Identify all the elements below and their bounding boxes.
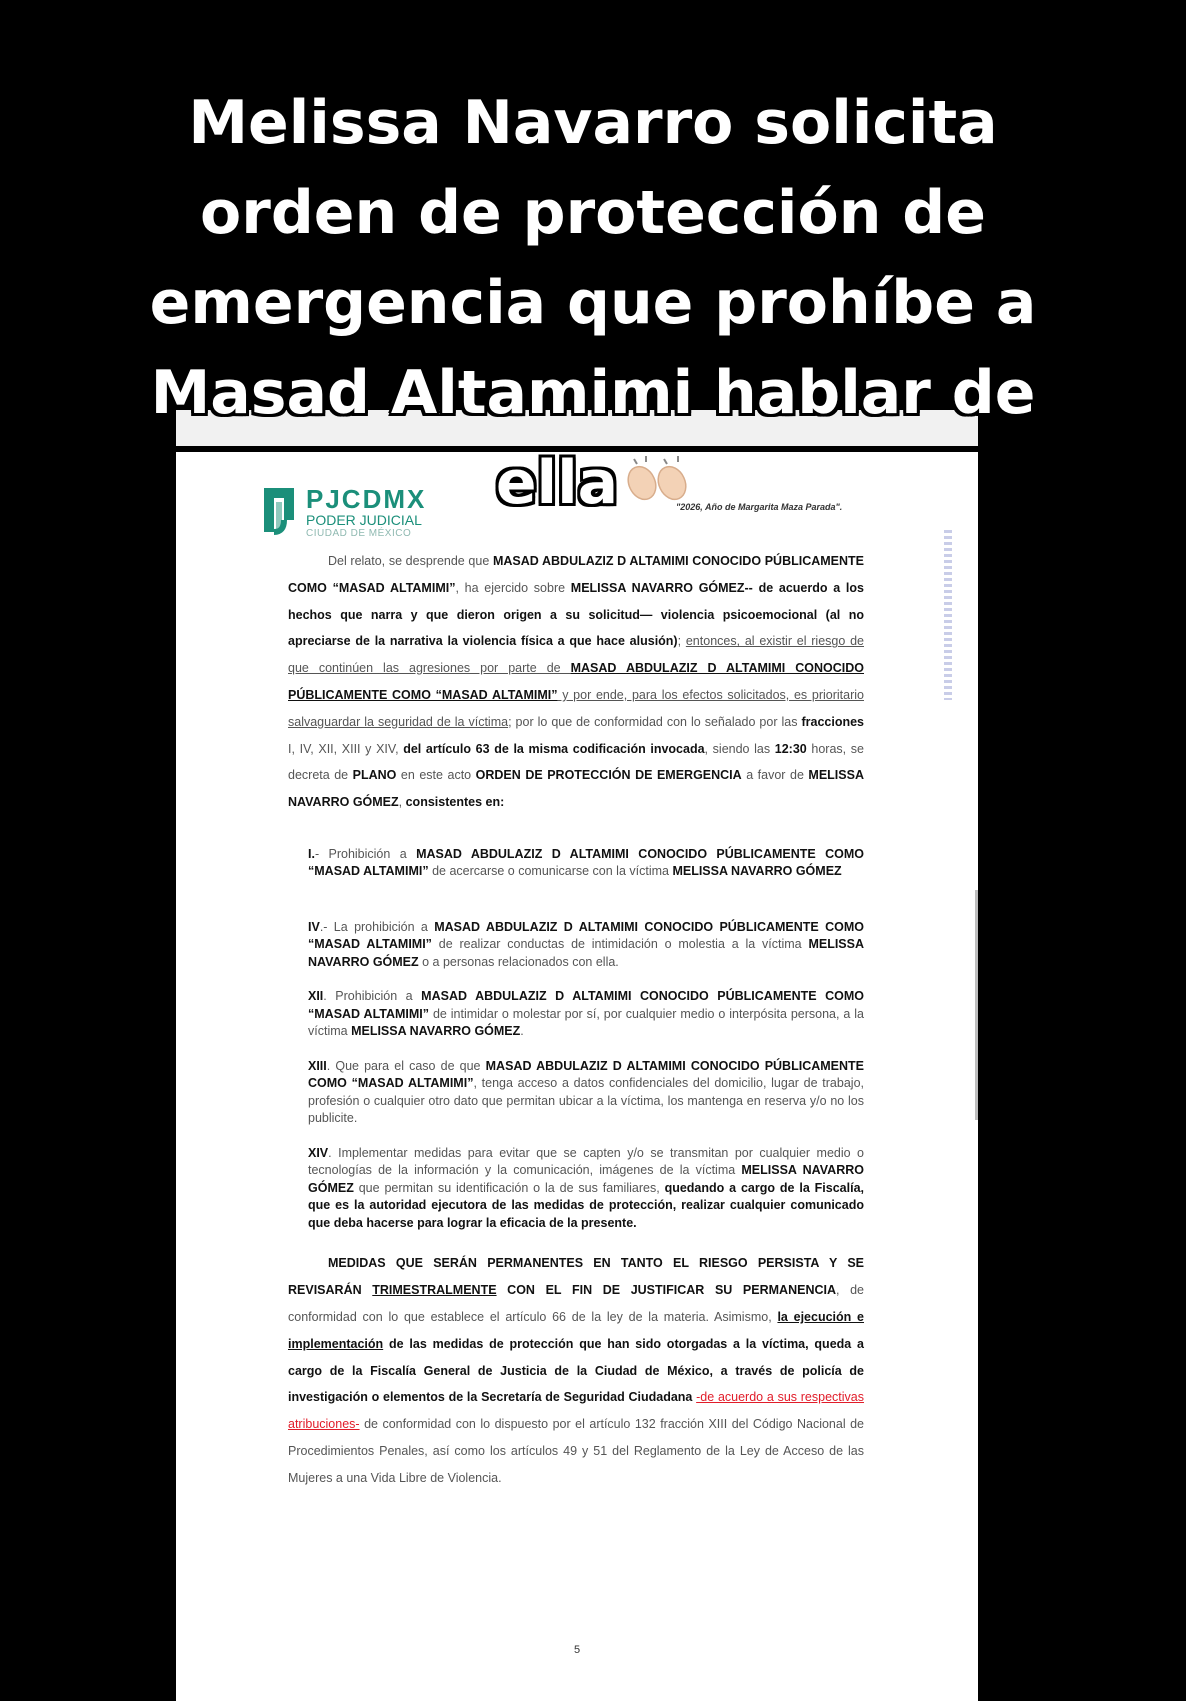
measure-xiii: XIII. Que para el caso de que MASAD ABDULAZIZ D ALTAMIMI CONOCIDO PÚBLICAMENTE COMO “MASAD ALTAMIMI”, tenga acceso a datos confidenciales del domicilio, lugar de trabajo, profesión o cualquier otro dato que permitan ubicar a la víctima, los mantenga en reserva y/o no los publicite. — [308, 1058, 864, 1126]
measure-xiv: XIV. Implementar medidas para evitar que se capten y/o se transmitan por cualquier medio o tecnologías de la información y la comunicación, imágenes de la víctima MELISSA NAVARRO GÓMEZ que permitan su identificación o la de sus familiares, quedando a cargo de la Fiscalía, que es la autoridad ejecutora de las medidas de protección, realizar cualquier comunicado que deba hacerse para lograr la eficacia de la presente. — [308, 1145, 864, 1230]
measure-i: I.- Prohibición a MASAD ABDULAZIZ D ALTAMIMI CONOCIDO PÚBLICAMENTE COMO “MASAD ALTAMIMI” de acercarse o comunicarse con la víctima MELISSA NAVARRO GÓMEZ — [308, 846, 864, 879]
logo-subtitle: PODER JUDICIAL — [306, 512, 422, 528]
document-page — [176, 452, 978, 1701]
caption-line-5-wrap — [0, 438, 1186, 528]
video-caption — [0, 78, 1186, 528]
logo-city: CIUDAD DE MÉXICO — [306, 528, 412, 539]
caption-line-5: ella — [495, 448, 619, 518]
year-motto: "2026, Año de Margarita Maza Parada". — [676, 502, 843, 512]
document-scrollbar[interactable] — [975, 890, 978, 1120]
margin-stamp — [944, 530, 952, 700]
caption-line-2: orden de protección de — [200, 178, 986, 248]
document-body — [288, 548, 864, 1492]
measure-xii: XII. Prohibición a MASAD ABDULAZIZ D ALTAMIMI CONOCIDO PÚBLICAMENTE COMO “MASAD ALTAMIMI” de intimidar o molestar por sí, por cualquier medio o interpósita persona, a la víctima MELISSA NAVARRO GÓMEZ. — [308, 989, 864, 1039]
caption-line-3: emergencia que prohíbe a — [149, 268, 1037, 338]
measure-iv: IV.- La prohibición a MASAD ABDULAZIZ D ALTAMIMI CONOCIDO PÚBLICAMENTE COMO “MASAD ALTAMIMI” de realizar conductas de intimidación o molestia a la víctima MELISSA NAVARRO GÓMEZ o a personas relacionados con ella. — [308, 919, 864, 969]
paragraph-1: Del relato, se desprende que MASAD ABDULAZIZ D ALTAMIMI CONOCIDO PÚBLICAMENTE COMO “MASAD ALTAMIMI”, ha ejercido sobre MELISSA NAVARRO GÓMEZ-- de acuerdo a los hechos que narra y que dieron origen a su solicitud— violencia psicoemocional (al no apreciarse de la narrativa la violencia física a que hace alusión); entonces, al existir el riesgo de que continúen las agresiones por parte de MASAD ABDULAZIZ D ALTAMIMI CONOCIDO PÚBLICAMENTE COMO “MASAD ALTAMIMI” y por ende, para los efectos solicitados, es prioritario salvaguardar la seguridad de la víctima; por lo que de conformidad con lo señalado por las fracciones I, IV, XII, XIII y XIV, del artículo 63 de la misma codificación invocada, siendo las 12:30 horas, se decreta de PLANO en este acto ORDEN DE PROTECCIÓN DE EMERGENCIA a favor de MELISSA NAVARRO GÓMEZ, consistentes en: — [288, 554, 865, 810]
caption-line-1: Melissa Navarro solicita — [188, 88, 998, 158]
clapping-hands-icon — [624, 444, 690, 500]
caption-line-4: Masad Altamimi hablar de — [150, 358, 1036, 428]
paragraph-2: MEDIDAS QUE SERÁN PERMANENTES EN TANTO EL RIESGO PERSISTA Y SE REVISARÁN TRIMESTRALMENTE CON EL FIN DE JUSTIFICAR SU PERMANENCIA, de conformidad con lo que establece el artículo 66 de la ley de la materia. Asimismo, la ejecución e implementación de las medidas de protección que han sido otorgadas a la víctima, queda a cargo de la Fiscalía General de Justicia de la Ciudad de México, a través de policía de investigación o elementos de la Secretaría de Seguridad Ciudadana -de acuerdo a sus respectivas atribuciones- de conformidad con lo dispuesto por el artículo 132 fracción XIII del Código Nacional de Procedimientos Penales, así como los artículos 49 y 51 del Reglamento de la Ley de Acceso de las Mujeres a una Vida Libre de Violencia. — [288, 1256, 865, 1485]
page-number: 5 — [574, 1644, 581, 1656]
logo-title: PJCDMX — [306, 484, 427, 514]
